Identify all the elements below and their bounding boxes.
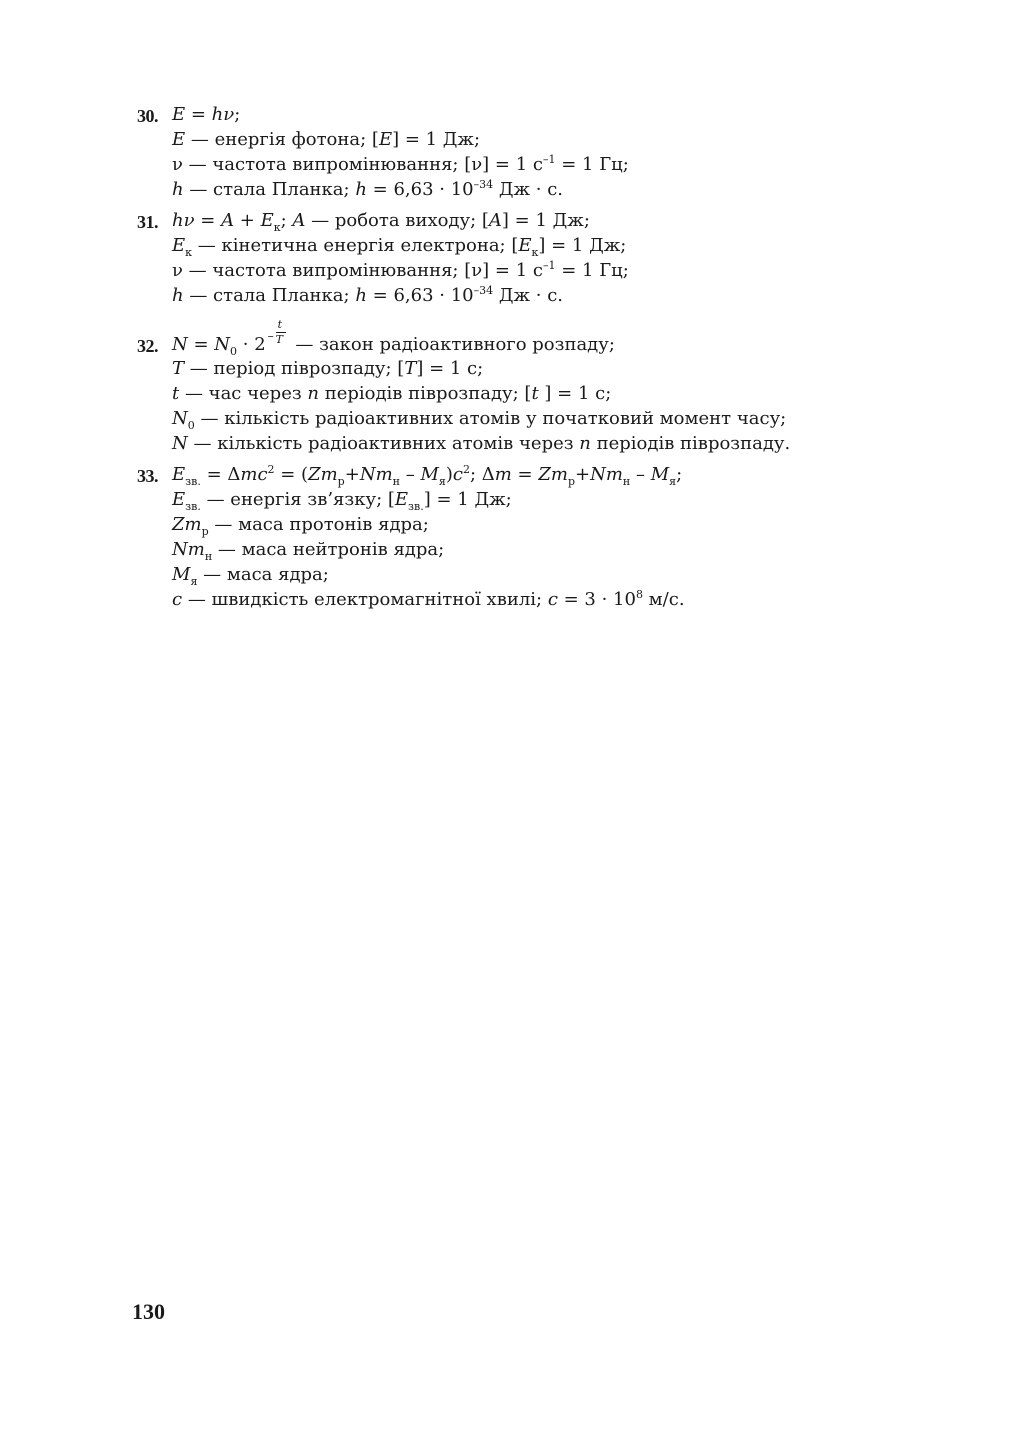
text: — маса ядра; xyxy=(197,564,329,585)
formula-line xyxy=(172,177,563,202)
text: = Δ xyxy=(200,464,241,485)
text: ν — частота випромінювання; [ν] = 1 с xyxy=(172,260,543,281)
text: — кількість радіоактивних атомів у початковий момент часу; xyxy=(194,408,787,429)
subscript: к xyxy=(185,246,193,259)
superscript: –34 xyxy=(473,178,494,191)
text: + xyxy=(234,210,261,231)
subscript: зв. xyxy=(185,500,201,513)
formula-line xyxy=(172,537,444,562)
text: — енергія фотона; [ xyxy=(185,129,379,150)
math-symbol: Nm xyxy=(359,464,393,485)
subscript: р xyxy=(337,475,345,488)
formula-line xyxy=(172,208,590,233)
subscript: к xyxy=(273,221,281,234)
math-symbol: Nm xyxy=(172,539,205,560)
formula-line xyxy=(172,127,480,152)
item-number: 32. xyxy=(137,336,158,356)
subscript: зв. xyxy=(408,500,424,513)
subscript: я xyxy=(669,475,677,488)
math-symbol: N xyxy=(172,334,188,355)
formula-line xyxy=(172,487,512,512)
subscript: 0 xyxy=(187,419,195,432)
formula-line xyxy=(172,562,329,587)
text: = 6,63 · 10 xyxy=(366,285,474,306)
math-symbol: c xyxy=(452,464,463,485)
text: = 6,63 · 10 xyxy=(366,179,474,200)
page-number: 130 xyxy=(132,1299,165,1324)
math-symbol: h xyxy=(172,179,184,200)
subscript: р xyxy=(567,475,575,488)
text: — час через xyxy=(179,383,308,404)
text: ) xyxy=(445,464,453,485)
formula-line xyxy=(172,283,563,308)
text: = xyxy=(187,334,215,355)
math-symbol: n xyxy=(307,383,319,404)
text: + xyxy=(344,464,360,485)
formula-line xyxy=(172,233,626,258)
text: = 1 Гц; xyxy=(555,154,629,175)
math-symbol: M xyxy=(172,564,191,585)
math-symbol: E xyxy=(378,129,393,150)
math-symbol: Zm xyxy=(308,464,338,485)
math-symbol: hν xyxy=(211,104,235,125)
math-symbol: h xyxy=(172,285,184,306)
subscript: зв. xyxy=(185,475,201,488)
text: — закон радіоактивного розпаду; xyxy=(289,334,615,355)
math-symbol: h xyxy=(355,285,367,306)
text: періодів піврозпаду; [ xyxy=(318,383,532,404)
text: — кількість радіоактивних атомів через xyxy=(187,433,580,454)
text: періодів піврозпаду. xyxy=(590,433,791,454)
subscript: к xyxy=(531,246,539,259)
math-symbol: m xyxy=(494,464,512,485)
subscript: 0 xyxy=(230,345,238,358)
text: — енергія зв’язку; [ xyxy=(200,489,395,510)
text: = 1 Гц; xyxy=(555,260,629,281)
math-symbol: E xyxy=(172,129,186,150)
math-symbol: E xyxy=(260,210,274,231)
math-symbol: Nm xyxy=(590,464,623,485)
text: + xyxy=(574,464,591,485)
math-symbol: Zm xyxy=(172,514,202,535)
subscript: я xyxy=(438,475,446,488)
text: = xyxy=(511,464,539,485)
math-symbol: E xyxy=(394,489,409,510)
text: Дж · с. xyxy=(493,285,563,306)
text: ; xyxy=(280,210,293,231)
text: ] = 1 Дж; xyxy=(501,210,590,231)
text: м/с. xyxy=(642,589,685,610)
text: = xyxy=(194,210,222,231)
fraction-bar xyxy=(276,332,286,333)
text: — період піврозпаду; [ xyxy=(184,358,405,379)
text: ; xyxy=(234,104,241,125)
subscript: р xyxy=(201,525,209,538)
text: = ( xyxy=(274,464,309,485)
denominator: T xyxy=(275,333,283,346)
text: ] = 1 с; xyxy=(416,358,484,379)
superscript: 2 xyxy=(267,463,275,476)
superscript: –34 xyxy=(473,284,494,297)
text: ; Δ xyxy=(469,464,495,485)
text: Дж · с. xyxy=(493,179,563,200)
math-symbol: E xyxy=(172,104,186,125)
math-symbol: E xyxy=(172,489,186,510)
text: ; xyxy=(676,464,683,485)
math-symbol: E xyxy=(172,464,186,485)
math-symbol: E xyxy=(518,235,532,256)
math-symbol: h xyxy=(355,179,367,200)
text: – xyxy=(630,464,651,485)
superscript: 2 xyxy=(462,463,470,476)
math-symbol: N xyxy=(172,433,188,454)
math-symbol: n xyxy=(579,433,591,454)
numerator: t xyxy=(277,318,283,331)
text: ] = 1 Дж; xyxy=(538,235,627,256)
text: — швидкість електромагнітної хвилі; xyxy=(182,589,548,610)
item-number: 30. xyxy=(137,106,158,126)
math-symbol: A xyxy=(488,210,502,231)
math-symbol: N xyxy=(172,408,188,429)
text: ν — частота випромінювання; [ν] = 1 с xyxy=(172,154,543,175)
text: — кінетична енергія електрона; [ xyxy=(192,235,519,256)
superscript: –1 xyxy=(543,153,556,166)
subscript: я xyxy=(190,575,198,588)
formula-line xyxy=(172,512,429,537)
math-symbol: E xyxy=(172,235,186,256)
math-symbol: c xyxy=(547,589,558,610)
math-symbol: hν xyxy=(172,210,195,231)
text: · 2 xyxy=(237,334,266,355)
math-symbol: mc xyxy=(240,464,268,485)
text: = xyxy=(185,104,212,125)
superscript: 8 xyxy=(635,588,643,601)
formula-line xyxy=(172,318,615,358)
formula-line xyxy=(172,381,611,406)
math-symbol: M xyxy=(420,464,439,485)
math-symbol: T xyxy=(172,358,185,379)
math-symbol: N xyxy=(214,334,231,355)
formula-line xyxy=(172,102,240,127)
subscript: н xyxy=(392,475,400,488)
text: ] = 1 Дж; xyxy=(392,129,481,150)
math-symbol: T xyxy=(404,358,417,379)
text: ] = 1 Дж; xyxy=(423,489,512,510)
formula-line xyxy=(172,587,685,612)
formula-line xyxy=(172,356,483,381)
text: — стала Планка; xyxy=(183,285,356,306)
math-symbol: Zm xyxy=(538,464,568,485)
text: — робота виходу; [ xyxy=(305,210,489,231)
subscript: н xyxy=(622,475,631,488)
formula-line xyxy=(172,462,682,487)
math-symbol: A xyxy=(292,210,306,231)
formula-line xyxy=(172,258,629,283)
item-number: 31. xyxy=(137,212,158,232)
text: — стала Планка; xyxy=(183,179,356,200)
math-symbol: t xyxy=(531,383,539,404)
item-number: 33. xyxy=(137,466,158,486)
math-symbol: c xyxy=(172,589,183,610)
formula-line xyxy=(172,431,790,456)
subscript: н xyxy=(204,550,213,563)
text: ] = 1 с; xyxy=(538,383,612,404)
math-symbol: t xyxy=(172,383,180,404)
text: — маса нейтронів ядра; xyxy=(212,539,445,560)
text: – xyxy=(399,464,421,485)
text: = 3 · 10 xyxy=(557,589,636,610)
formula-line xyxy=(172,152,629,177)
text: — маса протонів ядра; xyxy=(208,514,429,535)
superscript: –1 xyxy=(543,259,556,272)
formula-line xyxy=(172,406,786,431)
minus-sign: – xyxy=(267,329,274,343)
math-symbol: M xyxy=(650,464,670,485)
math-symbol: A xyxy=(221,210,235,231)
